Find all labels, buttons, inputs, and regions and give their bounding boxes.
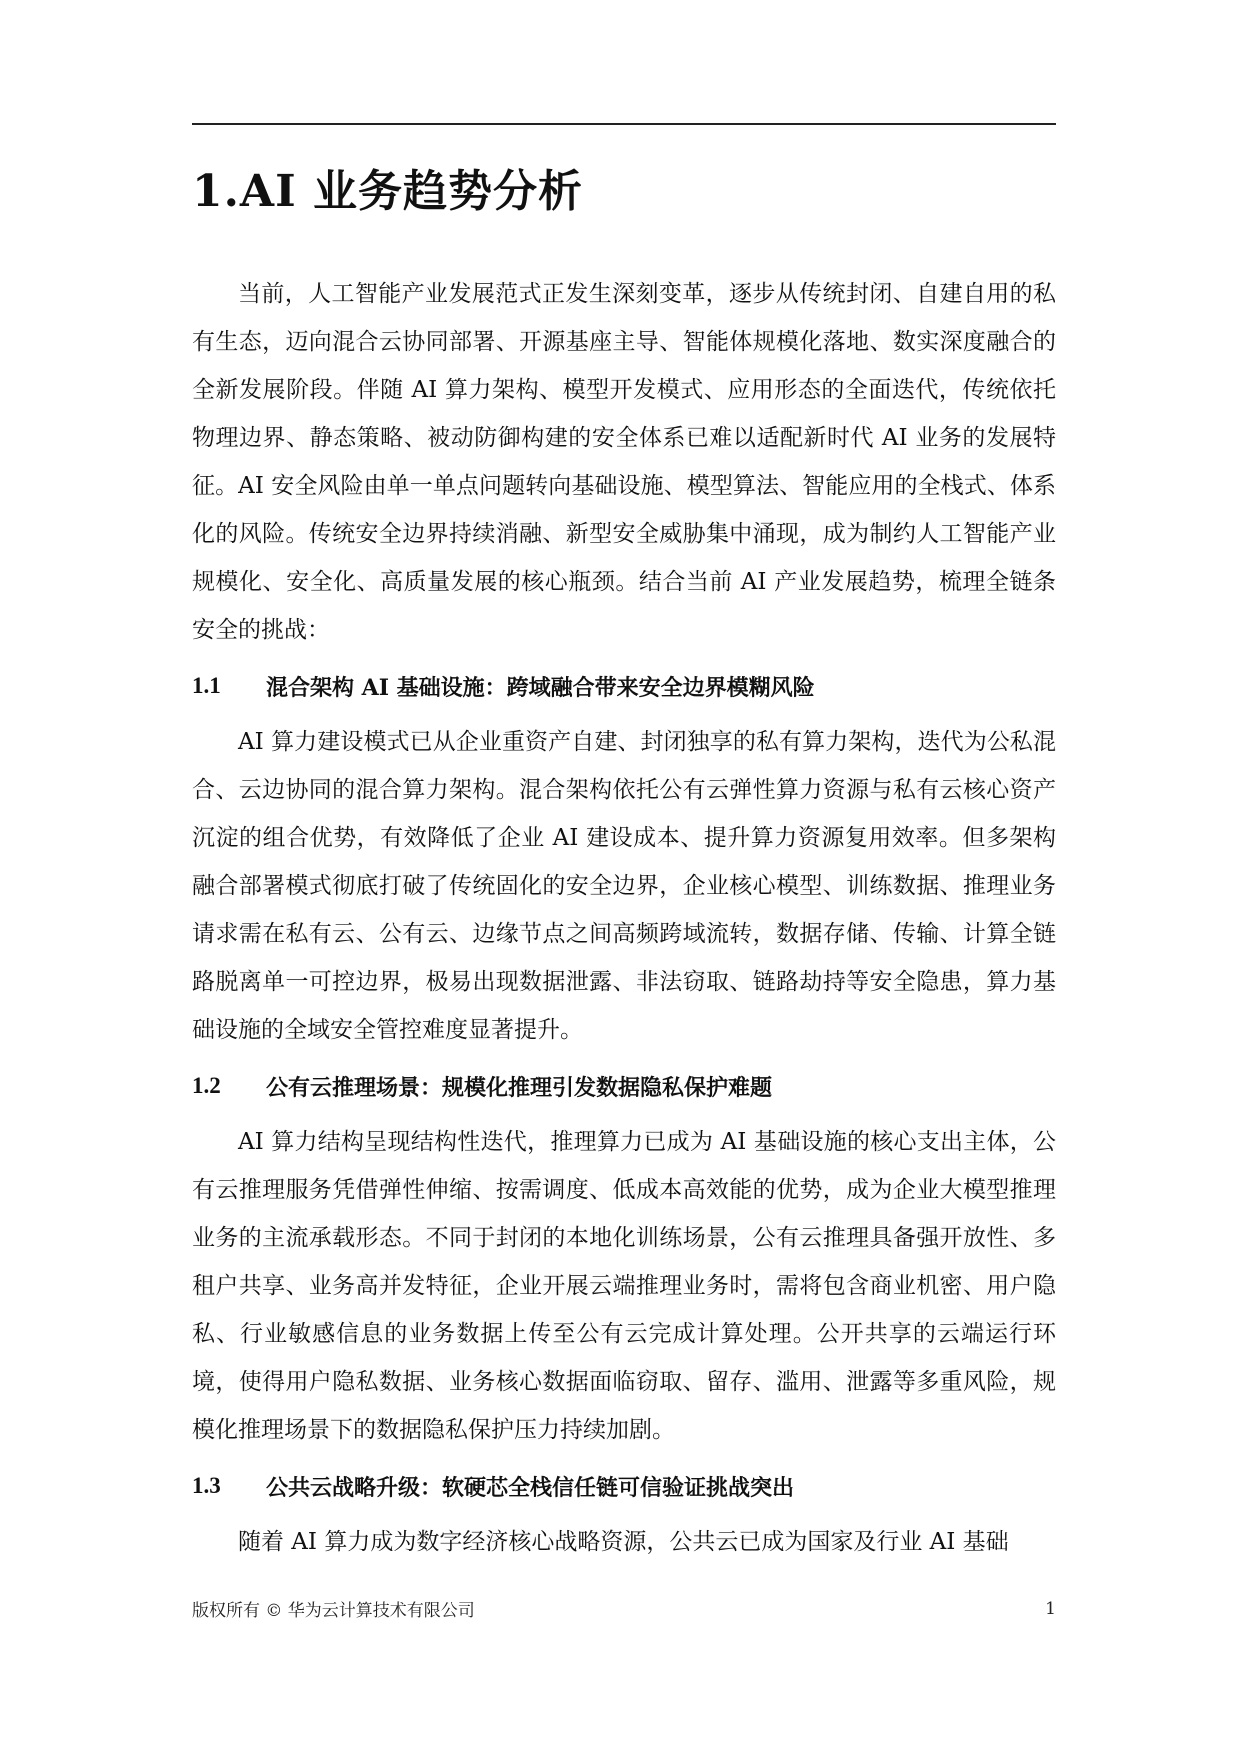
section-number: 1.1 bbox=[192, 673, 221, 698]
section-heading-1-1 bbox=[192, 658, 1056, 714]
section-1-2-paragraph: AI 算力结构呈现结构性迭代，推理算力已成为 AI 基础设施的核心支出主体，公有云推理服务凭借弹性伸缩、按需调度、低成本高效能的优势，成为企业大模型推理业务的主流承载形态。不同于封闭的本地化训练场景，公有云推理具备强开放性、多租户共享、业务高并发特征，企业开展云端推理业务时，需将包含商业机密、用户隐私、行业敏感信息的业务数据上传至公有云完成计算处理。公开共享的云端运行环境，使得用户隐私数据、业务核心数据面临窃取、留存、滥用、泄露等多重风险，规模化推理场景下的数据隐私保护压力持续加剧。 bbox=[192, 1129, 1056, 1443]
footer-copyright: 版权所有 © 华为云计算技术有限公司 bbox=[192, 1601, 475, 1621]
intro-paragraph: 当前，人工智能产业发展范式正发生深刻变革，逐步从传统封闭、自建自用的私有生态，迈向混合云协同部署、开源基座主导、智能体规模化落地、数实深度融合的全新发展阶段。伴随 AI 算力架构、模型开发模式、应用形态的全面迭代，传统依托物理边界、静态策略、被动防御构建的安全体系已难以适配新时代 AI 业务的发展特征。AI 安全风险由单一单点问题转向基础设施、模型算法、智能应用的全栈式、体系化的风险。传统安全边界持续消融、新型安全威胁集中涌现，成为制约人工智能产业规模化、安全化、高质量发展的核心瓶颈。结合当前 AI 产业发展趋势，梳理全链条安全的挑战： bbox=[192, 281, 1056, 643]
section-title: 公有云推理场景：规模化推理引发数据隐私保护难题 bbox=[266, 1074, 773, 1101]
section-heading-1-2 bbox=[192, 1058, 1056, 1114]
page-number: 1 bbox=[1045, 1598, 1056, 1619]
page-title: 1.AI 业务趋势分析 bbox=[192, 166, 583, 217]
page-footer bbox=[192, 1596, 1056, 1621]
section-1-3-paragraph: 随着 AI 算力成为数字经济核心战略资源，公共云已成为国家及行业 AI 基础 bbox=[238, 1529, 1009, 1555]
section-1-1-paragraph: AI 算力建设模式已从企业重资产自建、封闭独享的私有算力架构，迭代为公私混合、云边协同的混合算力架构。混合架构依托公有云弹性算力资源与私有云核心资产沉淀的组合优势，有效降低了企业 AI 建设成本、提升算力资源复用效率。但多架构融合部署模式彻底打破了传统固化的安全边界，企业核心模型、训练数据、推理业务请求需在私有云、公有云、边缘节点之间高频跨域流转，数据存储、传输、计算全链路脱离单一可控边界，极易出现数据泄露、非法窃取、链路劫持等安全隐患，算力基础设施的全域安全管控难度显著提升。 bbox=[192, 729, 1056, 1043]
header-rule bbox=[192, 123, 1056, 125]
section-number: 1.2 bbox=[192, 1073, 221, 1098]
section-title: 混合架构 AI 基础设施：跨域融合带来安全边界模糊风险 bbox=[266, 674, 815, 701]
section-heading-1-3 bbox=[192, 1458, 1056, 1514]
document-body bbox=[192, 150, 1056, 1566]
section-number: 1.3 bbox=[192, 1473, 221, 1498]
section-title: 公共云战略升级：软硬芯全栈信任链可信验证挑战突出 bbox=[266, 1474, 795, 1501]
